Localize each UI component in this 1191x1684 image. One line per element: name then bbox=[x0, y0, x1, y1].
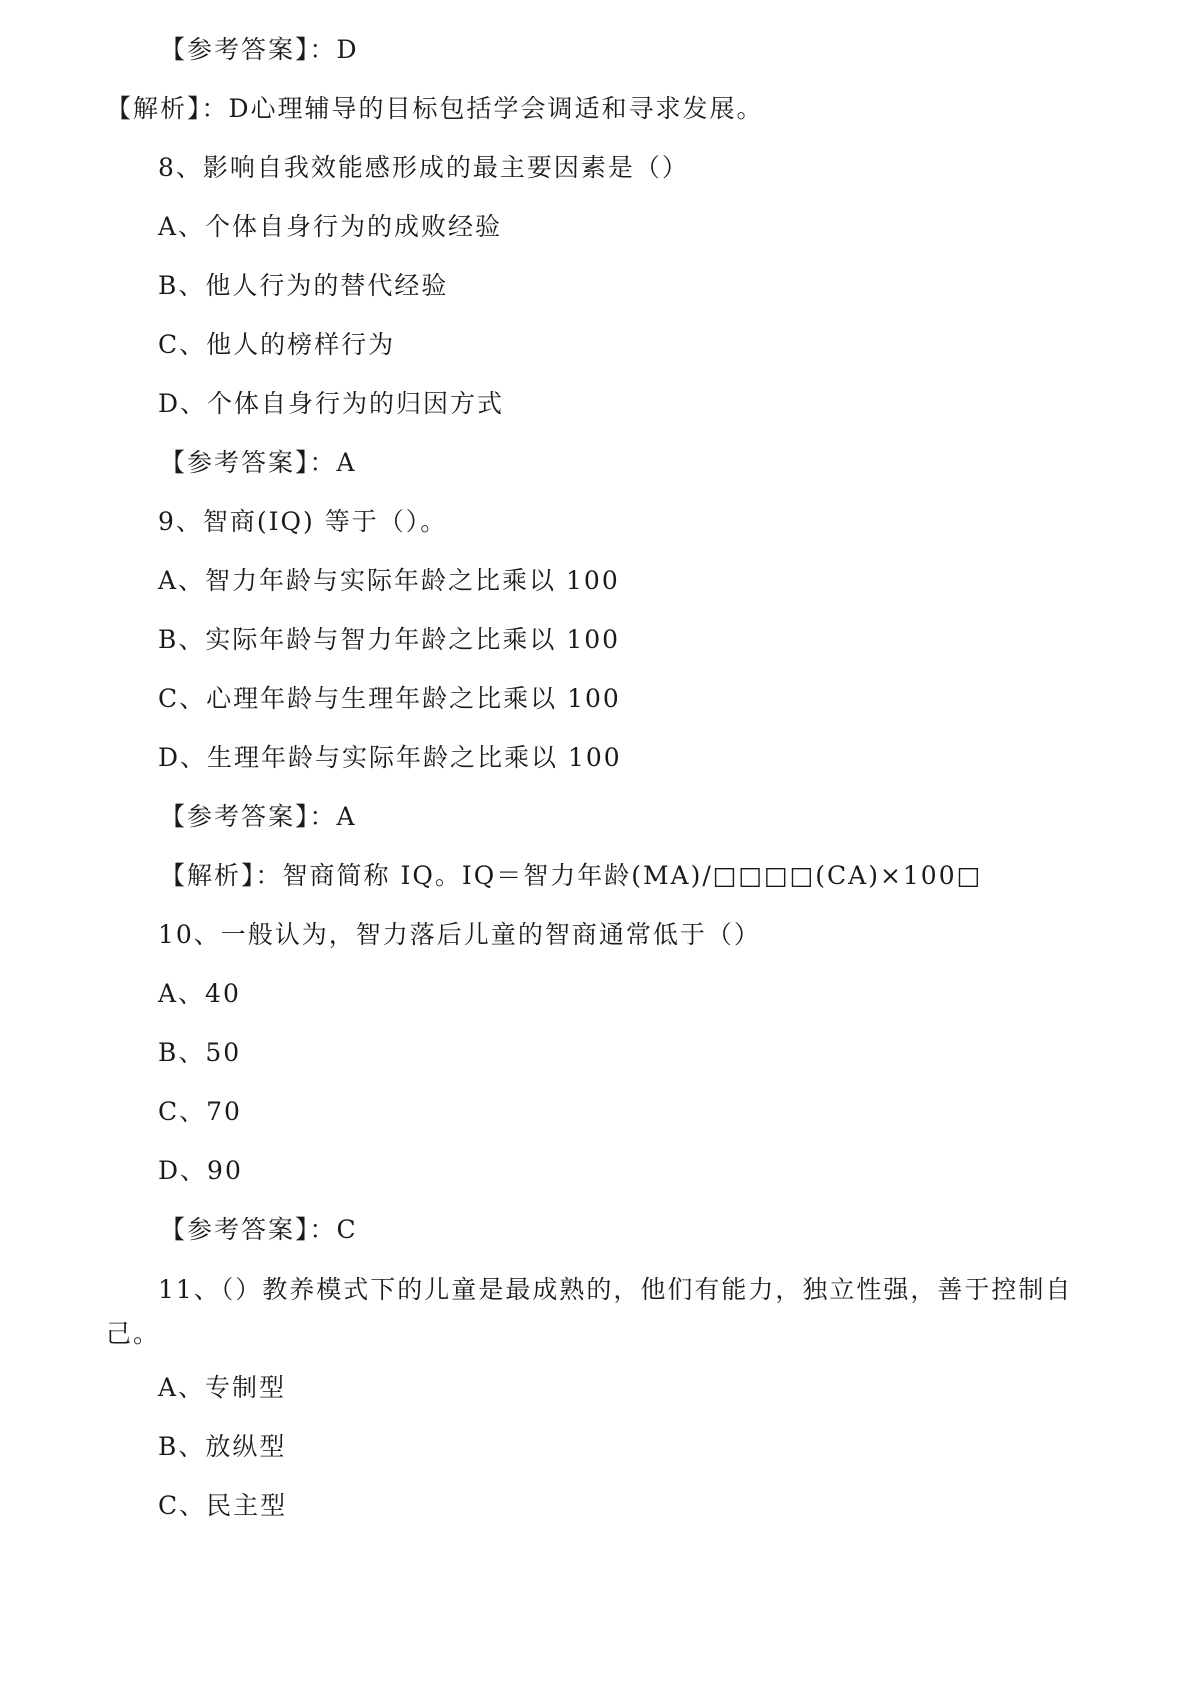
question-9: 9、智商(IQ) 等于（）。 bbox=[158, 507, 448, 536]
option-8-b: B、他人行为的替代经验 bbox=[158, 271, 449, 300]
option-8-c: C、他人的榜样行为 bbox=[158, 330, 396, 359]
option-11-b: B、放纵型 bbox=[158, 1432, 287, 1461]
option-9-b: B、实际年龄与智力年龄之比乘以 100 bbox=[158, 625, 621, 654]
answer-key-7: 【参考答案】：D bbox=[160, 35, 359, 64]
question-8: 8、影响自我效能感形成的最主要因素是（） bbox=[158, 153, 689, 182]
option-10-a: A、40 bbox=[158, 979, 241, 1008]
answer-key-9: 【参考答案】：A bbox=[160, 802, 357, 831]
option-11-c: C、民主型 bbox=[158, 1491, 288, 1520]
option-10-b: B、50 bbox=[158, 1038, 242, 1067]
explanation-9: 【解析】：智商简称 IQ。IQ＝智力年龄(MA)/□□□□(CA)×100□ bbox=[160, 861, 983, 890]
option-9-c: C、心理年龄与生理年龄之比乘以 100 bbox=[158, 684, 621, 713]
explanation-7: 【解析】：D心理辅导的目标包括学会调适和寻求发展。 bbox=[106, 94, 764, 123]
option-8-d: D、个体自身行为的归因方式 bbox=[158, 389, 505, 418]
option-11-a: A、专制型 bbox=[158, 1373, 287, 1402]
option-10-d: D、90 bbox=[158, 1156, 243, 1185]
question-11: 11、（）教养模式下的儿童是最成熟的，他们有能力，独立性强，善于控制自己。 bbox=[106, 1275, 1073, 1348]
answer-key-8: 【参考答案】：A bbox=[160, 448, 357, 477]
option-9-d: D、生理年龄与实际年龄之比乘以 100 bbox=[158, 743, 622, 772]
question-10: 10、一般认为，智力落后儿童的智商通常低于（） bbox=[158, 920, 761, 949]
option-9-a: A、智力年龄与实际年龄之比乘以 100 bbox=[158, 566, 620, 595]
option-10-c: C、70 bbox=[158, 1097, 242, 1126]
option-8-a: A、个体自身行为的成败经验 bbox=[158, 212, 503, 241]
answer-key-10: 【参考答案】：C bbox=[160, 1215, 358, 1244]
